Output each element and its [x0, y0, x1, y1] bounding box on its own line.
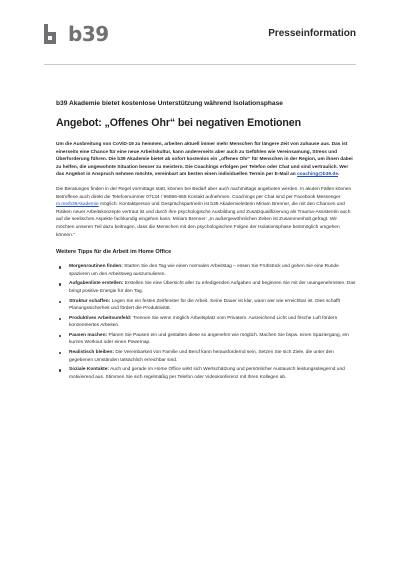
- logo-text: b39: [68, 22, 109, 46]
- list-item: [56, 263, 356, 278]
- tip-title: Struktur schaffen:: [69, 298, 111, 304]
- list-item: [56, 349, 356, 364]
- tip-text: Starten Sie den Tag wie einen normalen Arbeitstag – essen Sie Frühstück und gehen Sie eine Runde spazieren um den Arbeitsweg auszumulieren.: [69, 264, 339, 277]
- tip-text: Legen Sie ein festes Zeitfenster für die Arbeit. Seine Dauer ist klar, wann wer wie erreichbar ist. Dies schafft Planungssicherheit und fördert die Produktivität.: [69, 298, 341, 312]
- tip-title: Pausen machen:: [69, 332, 108, 338]
- list-item: [56, 315, 356, 330]
- press-release-body: [56, 100, 356, 383]
- bullet-icon: [59, 318, 61, 320]
- article-kicker: b39 Akademie bietet kostenlose Unterstützung während Isolationsphase: [56, 100, 283, 107]
- bullet-icon: [59, 369, 61, 371]
- tip-title: Morgenroutinen finden:: [69, 264, 123, 270]
- list-item: [56, 280, 356, 295]
- article-headline: Angebot: „Offenes Ohr“ bei negativen Emotionen: [56, 117, 301, 129]
- tip-title: Aufgabenliste erstellen:: [69, 281, 124, 287]
- bullet-icon: [59, 266, 61, 268]
- bullet-icon: [59, 335, 61, 337]
- details-text-a: Die Beratungen finden in der Regel vormittags statt, können bei Bedarf aber auch nachmittags angeboten werden. In akuten Fällen können Betroffene auch direkt die Telefonnummer 07134 / 96896-655 Kontakt aufnehmen. Coachings per Chat sind per Facebook Messenger: [56, 186, 352, 200]
- messenger-link[interactable]: m.me/b39Akademie: [56, 202, 99, 208]
- list-item: [56, 298, 356, 313]
- tip-text: Die Vereinbarkeit von Familie und Beruf kann herausfordernd sein. Setzen Sie sich Ziele, die unter den gegebenen Umständen tatsächlich erreichbar sind.: [69, 350, 334, 363]
- document-title: Presseinformation: [268, 28, 356, 39]
- tip-title: Realistisch bleiben:: [69, 350, 115, 356]
- tips-list: [56, 263, 356, 381]
- details-paragraph: [56, 186, 356, 239]
- tip-text: Auch und gerade im Home Office wirkt sich Wertschätzung und persönlicher Austausch leistungssteigernd und motivierend aus. Stimmen Sie sich regelmäßig per Telefon oder Videokonferenz mit Ihren Kollegen ab.: [69, 367, 345, 380]
- tips-heading: Weitere Tipps für die Arbeit im Home Office: [56, 249, 172, 256]
- tip-text: Planen Sie Pausen ein und gestalten diese so angenehm wie möglich. Machen Sie bspw. einen Spaziergang, ein kurzes Workout oder einen Powernap.: [69, 332, 349, 346]
- intro-end: .: [338, 172, 340, 178]
- list-item: [56, 366, 356, 381]
- page-header: [0, 0, 400, 60]
- logo-mark-icon: [44, 24, 64, 44]
- b39-logo: [44, 24, 109, 44]
- bullet-icon: [59, 352, 61, 354]
- coaching-email-link[interactable]: coaching@b39.de: [297, 172, 338, 178]
- header-divider: [44, 64, 356, 65]
- list-item: [56, 332, 356, 347]
- tip-title: Soziale Kontakte:: [69, 367, 109, 373]
- intro-text: Um die Ausbreitung von CoViD-19 zu hemmen, arbeiten aktuell immer mehr Menschen für längere Zeit von zuhause aus. Das ist einerseits eine Chance für eine neue Arbeitskultur, kann andererseits aber auch zu Gefühlen wie Vereinsamung, Stress und Überforderung führen. Die b39 Akademie bietet ab sofort kostenlos ein „offenes Ohr“ für Menschen in der Region, um ihnen dabei zu helfen, die ungewohnte Situation besser zu meistern. Die Coachings erfolgen per Telefon oder Chat und sind vertraulich. Wer das Angebot in Anspruch nehmen möchte, vereinbart am besten einen individuellen Termin per E-Mail an: [56, 142, 353, 178]
- tip-title: Produktives Arbeitsumfeld:: [69, 315, 132, 321]
- bullet-icon: [59, 301, 61, 303]
- bullet-icon: [59, 283, 61, 285]
- tip-text: Erstellen Sie eine Übersicht aller zu erledigenden Aufgaben und beginnen Sie mit der unangenehmsten. Das bringt positive Energie für den Tag.: [69, 281, 356, 294]
- intro-paragraph: [56, 141, 356, 179]
- details-text-b: möglich. Kontaktperson und Gesprächspartnerin ist b39 Akademieleiterin Miriam Brenner, die mit den Chancen und Risiken neuer Arbeitskonzepte vertraut ist und durch ihre psychologische Ausbildung und Zusatzqualifizierung als Trauma-Assistentin auch auf die seelischen Aspekte fachkundig eingehen kann. Miriam Brenner: „In außergewöhnlichen Zeiten ist Zusammenhalt gefragt. Wir möchten unseren Teil dazu beitragen, dass die Menschen mit den psychologischen Folgen der Isolationsphase bestmöglich umgehen können.“: [56, 202, 351, 238]
- tip-text: Trennen Sie wenn möglich Arbeitsplatz vom Privatem. Ausreichend Licht und frische Luft fördern konzentriertes Arbeiten.: [69, 315, 338, 329]
